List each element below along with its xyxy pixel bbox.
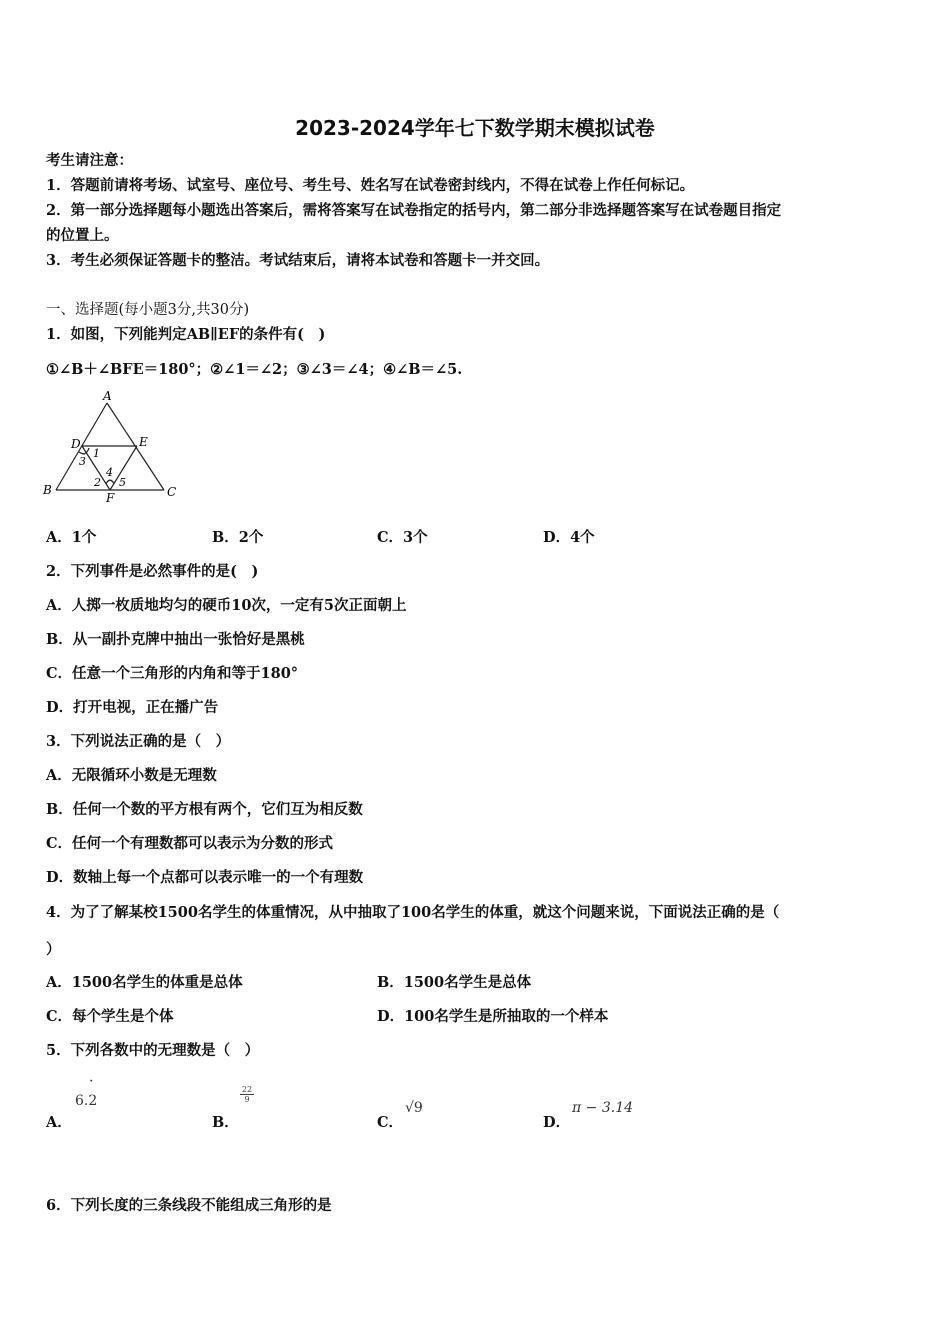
q2-option-a[interactable]: A．人掷一枚质地均匀的硬币10次，一定有5次正面朝上 bbox=[46, 597, 407, 614]
q2-option-c[interactable]: C．任意一个三角形的内角和等于180° bbox=[46, 665, 299, 682]
notice-item-3: 3．考生必须保证答题卡的整洁。考试结束后，请将本试卷和答题卡一并交回。 bbox=[46, 252, 550, 269]
notice-item-1: 1．答题前请将考场、试室号、座位号、考生号、姓名写在试卷密封线内，不得在试卷上作任何标记。 bbox=[46, 177, 695, 194]
label-5: 5 bbox=[119, 476, 126, 489]
label-2: 2 bbox=[94, 476, 101, 489]
label-3: 3 bbox=[79, 455, 86, 468]
label-E: E bbox=[139, 435, 148, 449]
q5-option-b-fraction bbox=[240, 1085, 254, 1104]
q1-conditions: ①∠B＋∠BFE＝180°；②∠1＝∠2；③∠3＝∠4；④∠B＝∠5. bbox=[46, 361, 463, 378]
page-title: 2023-2024学年七下数学期末模拟试卷 bbox=[295, 116, 655, 140]
q2-stem: 2．下列事件是必然事件的是( ) bbox=[46, 563, 259, 580]
q5-stem: 5．下列各数中的无理数是（ ） bbox=[46, 1042, 260, 1059]
q2-option-d[interactable]: D．打开电视，正在播广告 bbox=[46, 699, 219, 716]
q3-option-c[interactable]: C．任何一个有理数都可以表示为分数的形式 bbox=[46, 835, 334, 852]
q3-option-d[interactable]: D．数轴上每一个点都可以表示唯一的一个有理数 bbox=[46, 869, 364, 886]
label-A: A bbox=[103, 389, 112, 403]
q1-option-a[interactable]: A．1个 bbox=[46, 529, 97, 546]
q5-option-c[interactable]: C． bbox=[377, 1114, 404, 1131]
q4-stem: 4．为了了解某校1500名学生的体重情况，从中抽取了100名学生的体重，就这个问题来说，下面说法正确的是（ bbox=[46, 904, 780, 921]
q5-option-a-math: 6.2 bbox=[75, 1093, 98, 1109]
q5-fraction-numerator: 22 bbox=[241, 1085, 253, 1094]
q5-fraction-denominator: 9 bbox=[240, 1094, 254, 1104]
q5-option-c-math: √9 bbox=[405, 1100, 423, 1116]
q3-stem: 3．下列说法正确的是（ ） bbox=[46, 733, 231, 750]
notice-item-2: 2．第一部分选择题每小题选出答案后，需将答案写在试卷指定的括号内，第二部分非选择题答案写在试卷题目指定 bbox=[46, 202, 782, 219]
section-heading: 一、选择题(每小题3分,共30分) bbox=[46, 302, 250, 318]
notice-heading: 考生请注意： bbox=[46, 152, 133, 169]
label-1: 1 bbox=[93, 447, 100, 460]
q4-option-c[interactable]: C．每个学生是个体 bbox=[46, 1008, 174, 1025]
q3-option-b[interactable]: B．任何一个数的平方根有两个，它们互为相反数 bbox=[46, 801, 363, 818]
q5-repeating-dot: ˙ bbox=[88, 1079, 95, 1094]
label-C: C bbox=[167, 485, 177, 499]
q4-stem-cont: ） bbox=[46, 941, 61, 958]
q1-option-c[interactable]: C．3个 bbox=[377, 529, 428, 546]
q5-option-a[interactable]: A． bbox=[46, 1114, 72, 1131]
notice-item-2-cont: 的位置上。 bbox=[46, 227, 119, 244]
q3-option-a[interactable]: A．无限循环小数是无理数 bbox=[46, 767, 217, 784]
q4-option-b[interactable]: B．1500名学生是总体 bbox=[377, 974, 532, 991]
q1-triangle-figure bbox=[40, 388, 190, 508]
q5-option-b[interactable]: B． bbox=[212, 1114, 239, 1131]
q1-option-d[interactable]: D．4个 bbox=[543, 529, 595, 546]
q5-option-d-math: π − 3.14 bbox=[572, 1100, 634, 1116]
label-B: B bbox=[43, 483, 52, 497]
q4-option-a[interactable]: A．1500名学生的体重是总体 bbox=[46, 974, 243, 991]
label-F: F bbox=[106, 491, 115, 505]
q1-option-b[interactable]: B．2个 bbox=[212, 529, 264, 546]
q1-stem: 1．如图，下列能判定AB∥EF的条件有( ) bbox=[46, 326, 326, 343]
q6-stem: 6．下列长度的三条线段不能组成三角形的是 bbox=[46, 1197, 332, 1214]
q5-option-d[interactable]: D． bbox=[543, 1114, 571, 1131]
q2-option-b[interactable]: B．从一副扑克牌中抽出一张恰好是黑桃 bbox=[46, 631, 305, 648]
label-D: D bbox=[71, 437, 81, 451]
q4-option-d[interactable]: D．100名学生是所抽取的一个样本 bbox=[377, 1008, 609, 1025]
label-4: 4 bbox=[106, 466, 113, 479]
